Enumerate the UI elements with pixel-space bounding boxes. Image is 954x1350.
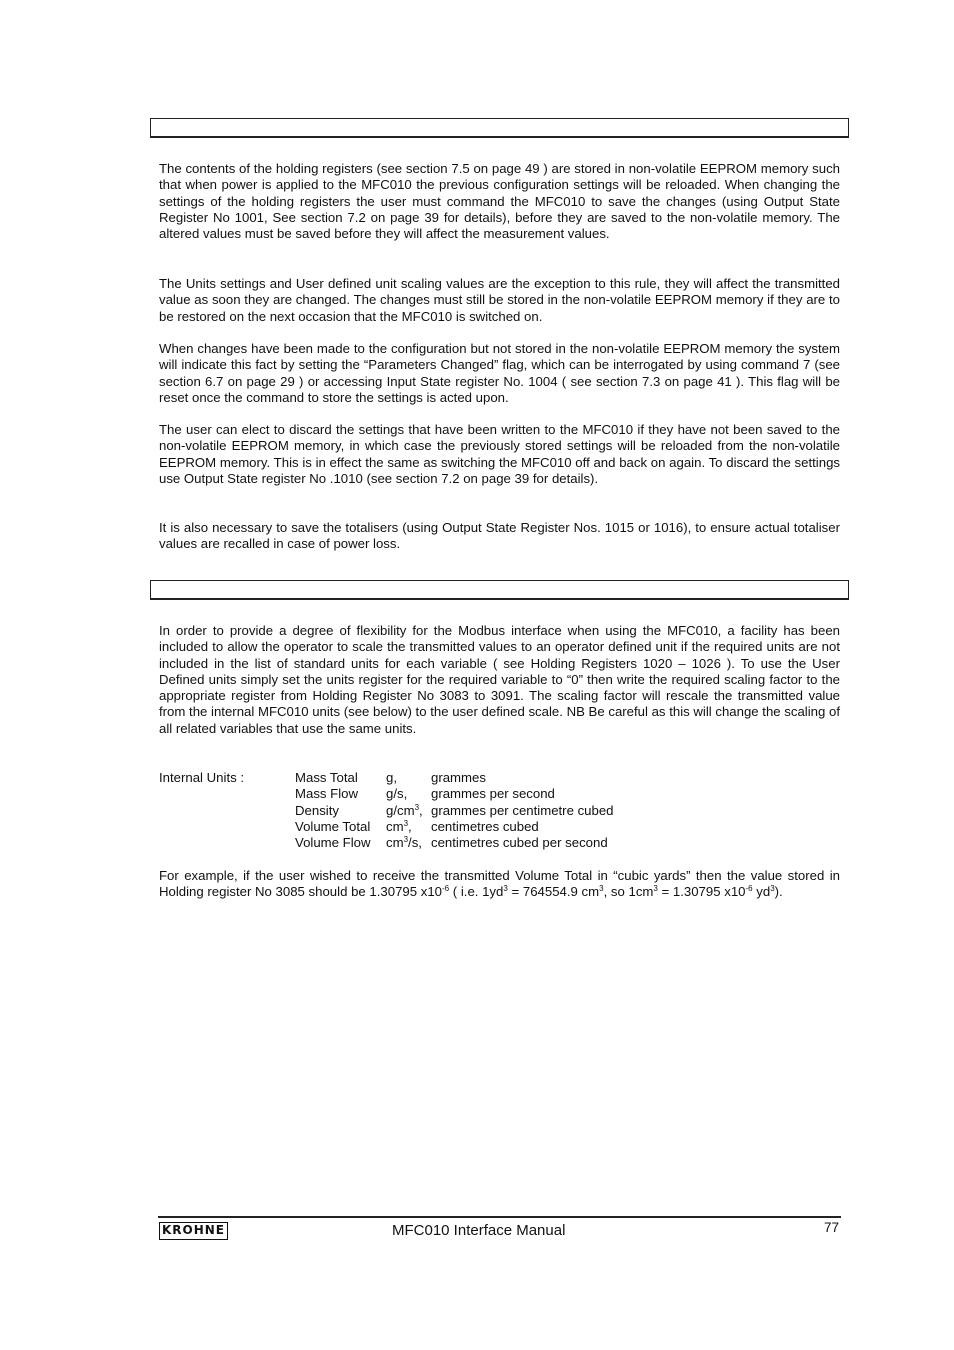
unit-symbol: $g/cm^3$, xyxy=(386,802,423,818)
unit-description: centimetres cubed xyxy=(431,818,539,834)
unit-symbol: $cm^3$, xyxy=(386,818,412,834)
paragraph-user-defined-units: In order to provide a degree of flexibility for the Modbus interface when using the MFC010, a facility has been included to allow the operator to scale the transmitted values to an operator defined unit if the required units are not included in the list of standard units for each variable ( see Holding Registers 1020 – 1026 ). To use the User Defined units simply set the units register for the required variable to “0” then write the required scaling factor to the appropriate register from Holding Register No 3083 to 3091. The scaling factor will rescale the transmitted value from the internal MFC010 units (see below) to the user defined scale. NB Be careful as this will change the scaling of all related variables that use the same units. xyxy=(159,623,840,736)
unit-variable-name: Volume Total xyxy=(295,818,371,834)
paragraph-cubic-yards-example: For example, if the user wished to receive the transmitted Volume Total in “cubic yards” then the value stored in Holding register No 3085 should be 1.30795 $x10^{-6}$ ( i.e. $1yd^3 = 764554.9$ $cm^3$, so $1cm^3 = 1.30795$ $x10^{-6}$ $yd^3$). xyxy=(159,868,840,900)
paragraph-units-exception: The Units settings and User defined unit scaling values are the exception to this rule, they will affect the transmitted value as soon they are changed. The changes must still be stored in the non-volatile EEPROM memory if they are to be restored on the next occasion that the MFC010 is switched on. xyxy=(159,276,840,324)
page-number: 77 xyxy=(824,1220,840,1235)
footer-manual-title: MFC010 Interface Manual xyxy=(392,1222,566,1239)
krohne-logo: KROHNE xyxy=(159,1222,228,1240)
unit-symbol: $cm^3/s$, xyxy=(386,835,422,851)
unit-description: centimetres cubed per second xyxy=(431,835,608,851)
unit-symbol: g, xyxy=(386,770,397,785)
paragraph-save-totalisers: It is also necessary to save the totalisers (using Output State Register Nos. 1015 or 1016), to ensure actual totaliser values are recalled in case of power loss. xyxy=(159,520,840,552)
unit-variable-name: Mass Total xyxy=(295,770,358,785)
paragraph-parameters-changed: When changes have been made to the configuration but not stored in the non-volatile EEPROM memory the system will indicate this fact by setting the “Parameters Changed” flag, which can be interrogated by using command 7 (see section 6.7 on page 29 ) or accessing Input State register No. 1004 ( see section 7.3 on page 41 ). This flag will be reset once the command to store the settings is acted upon. xyxy=(159,341,840,405)
unit-symbol: g/s, xyxy=(386,786,408,802)
paragraph-eeprom-storage: The contents of the holding registers (see section 7.5 on page 49 ) are stored in non-volatile EEPROM memory such that when power is applied to the MFC010 the previous configuration settings will be reloaded. When changing the settings of the holding registers the user must command the MFC010 to save the changes (using Output State Register No 1001, See section 7.2 on page 39 for details), before they are saved to the non-volatile memory. The altered values must be saved before they will affect the measurement values. xyxy=(159,161,840,242)
unit-description: grammes xyxy=(431,770,486,785)
footer-rule xyxy=(158,1216,841,1218)
unit-variable-name: Volume Flow xyxy=(295,835,371,851)
section-heading-box-storage xyxy=(150,118,849,138)
unit-description: grammes per second xyxy=(431,786,555,802)
section-heading-box-user-units xyxy=(150,580,849,600)
unit-variable-name: Density xyxy=(295,802,339,818)
unit-variable-name: Mass Flow xyxy=(295,786,359,802)
unit-description: grammes per centimetre cubed xyxy=(431,802,614,818)
internal-units-label: Internal Units : xyxy=(159,770,245,785)
paragraph-discard-settings: The user can elect to discard the settings that have been written to the MFC010 if they have not been saved to the non-volatile EEPROM memory, in which case the previously stored settings will be reloaded from the non-volatile EEPROM memory. This is in effect the same as switching the MFC010 off and back on again. To discard the settings use Output State register No .1010 (see section 7.2 on page 39 for details). xyxy=(159,422,840,486)
